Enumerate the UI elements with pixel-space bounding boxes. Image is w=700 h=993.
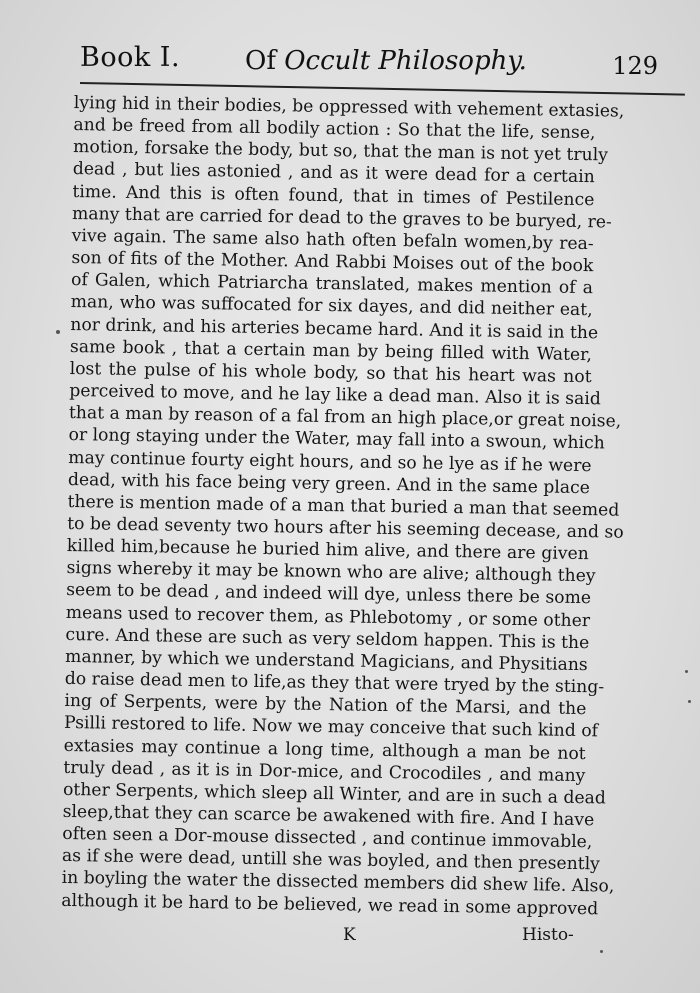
- ink-speck: [685, 670, 688, 673]
- text-line: son of fits of the Mother. And Rabbi Moises out of the book: [71, 248, 594, 277]
- text-line: there is mention made of a man that buried a man that seemed: [67, 491, 620, 521]
- ink-speck: [688, 700, 691, 703]
- text-line: perceived to move, and he lay like a dead man. Also it is said: [69, 380, 601, 410]
- book-label: Book I.: [80, 42, 181, 73]
- body-text: [61, 92, 625, 920]
- running-title: [245, 46, 527, 76]
- text-line: in boyling the water the dissected members did shew life. Also,: [61, 868, 615, 898]
- title-prefix: Of: [245, 46, 276, 76]
- text-line: signs whereby it may be known who are alive; although they: [66, 558, 596, 587]
- page-number: 129: [612, 52, 658, 80]
- text-line: nor drink, and his arteries became hard. And it is said in the: [70, 314, 599, 343]
- text-line: sleep,that they can scarce be awakened with fire. And I have: [62, 801, 595, 831]
- catchword: Histo-: [522, 925, 574, 945]
- text-line: time. And this is often found, that in times of Pestilence: [72, 181, 595, 210]
- text-line: dead , but lies astonied , and as it were dead for a certain: [72, 159, 595, 188]
- text-line: killed him,because he buried him alive, and there are given: [66, 536, 589, 565]
- text-line: lost the pulse of his whole body, so that his heart was not: [69, 358, 592, 388]
- text-line: manner, by which we understand Magicians, and Physitians: [64, 646, 588, 676]
- text-line: often seen a Dor-mouse dissected , and continue immovable,: [62, 824, 593, 853]
- text-line: do raise dead men to life,as they that were tryed by the sting-: [64, 668, 605, 698]
- text-line: Psilli restored to life. Now we may conceive that such kind of: [63, 713, 599, 742]
- text-line: although it be hard to be believed, we read in some approved: [61, 890, 599, 919]
- text-line: or long staying under the Water, may fall into a swoun, which: [68, 425, 605, 454]
- text-line: other Serpents, which sleep all Winter, and are in such a dead: [62, 779, 606, 809]
- text-line: that a man by reason of a fal from an high place,or great noise,: [68, 403, 622, 432]
- signature-mark: K: [343, 925, 356, 945]
- text-line: extasies may continue a long time, although a man be not: [63, 735, 586, 764]
- text-line: man, who was suffocated for six dayes, and did neither eat,: [70, 292, 593, 321]
- text-line: vive again. The same also hath often befaln women,by rea-: [71, 225, 594, 255]
- text-line: motion, forsake the body, but so, that the man is not yet truly: [72, 137, 609, 166]
- ink-speck: [600, 950, 603, 953]
- ink-speck: [56, 330, 60, 334]
- text-line: seem to be dead , and indeed will dye, unless there be some: [66, 580, 592, 609]
- text-line: and be freed from all bodily action : So that the life, sense,: [73, 115, 596, 144]
- text-line: lying hid in their bodies, be oppressed with vehement extasies,: [73, 92, 625, 122]
- text-line: as if she were dead, untill she was boyled, and then presently: [61, 846, 601, 875]
- text-line: ing of Serpents, were by the Nation of the Marsi, and the: [64, 691, 587, 720]
- running-header: [70, 40, 670, 86]
- text-line: many that are carried for dead to the graves to be buryed, re-: [71, 203, 612, 233]
- text-line: to be dead seventy two hours after his seeming decease, and so: [67, 513, 624, 543]
- text-line: of Galen, which Patriarcha translated, makes mention of a: [70, 270, 594, 299]
- text-line: means used to recover them, as Phlebotomy , or some other: [65, 602, 591, 631]
- text-line: truly dead , as it is in Dor-mice, and Crocodiles , and many: [63, 757, 586, 786]
- title-italic: Occult Philosophy.: [284, 46, 527, 76]
- text-line: dead, with his face being very green. And in the same place: [67, 469, 591, 498]
- text-line: cure. And these are such as very seldom happen. This is the: [65, 624, 590, 653]
- text-line: may continue fourty eight hours, and so he lye as if he were: [68, 447, 592, 476]
- text-line: same book , that a certain man by being filled with Water,: [69, 336, 593, 365]
